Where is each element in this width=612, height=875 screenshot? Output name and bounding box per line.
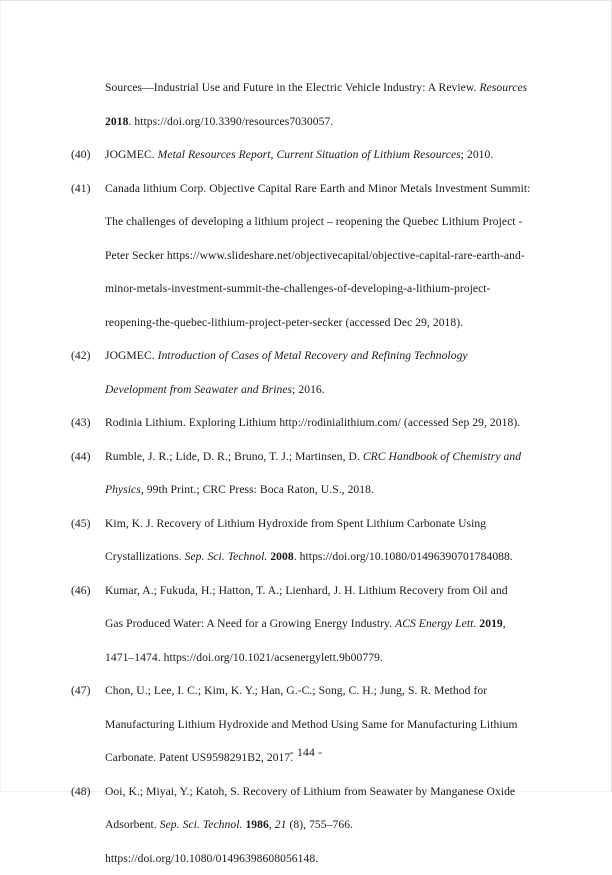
reference-entry: [71, 440, 545, 507]
plain-text: 1471–1474. https://doi.org/10.1021/acsenergylett.9b00779.: [105, 651, 383, 664]
reference-line: [105, 406, 545, 440]
plain-text: . https://doi.org/10.1080/01496390701784088.: [294, 550, 513, 563]
italic-text: Sep. Sci. Technol.: [160, 818, 243, 831]
plain-text: ; 2016.: [292, 383, 325, 396]
reference-entry: [71, 172, 545, 340]
bold-text: 2018: [105, 115, 128, 128]
italic-text: Introduction of Cases of Metal Recovery and Refining Technology: [158, 349, 468, 362]
plain-text: ,: [503, 617, 506, 630]
reference-line: [105, 775, 545, 809]
plain-text: Kumar, A.; Fukuda, H.; Hatton, T. A.; Lienhard, J. H. Lithium Recovery from Oil and: [105, 584, 508, 597]
italic-text: Development from Seawater and Brines: [105, 383, 292, 396]
plain-text: reopening-the-quebec-lithium-project-peter-secker (accessed Dec 29, 2018).: [105, 316, 463, 329]
italic-text: Resources: [479, 81, 527, 94]
plain-text: Crystallizations.: [105, 550, 185, 563]
reference-entry: [71, 674, 545, 775]
plain-text: (8), 755–766.: [287, 818, 354, 831]
reference-line: [105, 808, 545, 842]
reference-line: [105, 674, 545, 708]
reference-line: [105, 507, 545, 541]
italic-text: ACS Energy Lett.: [395, 617, 476, 630]
plain-text: The challenges of developing a lithium project – reopening the Quebec Lithium Project -: [105, 215, 522, 228]
bold-text: 1986: [245, 818, 268, 831]
plain-text: Canada lithium Corp. Objective Capital Rare Earth and Minor Metals Investment Summit:: [105, 182, 530, 195]
reference-line: [105, 842, 545, 875]
reference-line: [105, 272, 545, 306]
reference-entry: [71, 406, 545, 440]
reference-line: [105, 239, 545, 273]
reference-line: [105, 708, 545, 742]
reference-line: [105, 172, 545, 206]
plain-text: , 99th Print.; CRC Press: Boca Raton, U.S., 2018.: [141, 483, 374, 496]
italic-text: 21: [275, 818, 287, 831]
reference-number: (46): [71, 574, 103, 608]
reference-line: [105, 607, 545, 641]
plain-text: JOGMEC.: [105, 349, 158, 362]
plain-text: Adsorbent.: [105, 818, 160, 831]
italic-text: CRC Handbook of Chemistry and: [363, 450, 521, 463]
italic-text: Physics: [105, 483, 141, 496]
plain-text: https://doi.org/10.1080/01496398608056148.: [105, 852, 318, 865]
reference-entry: [71, 339, 545, 406]
bold-text: 2008: [270, 550, 293, 563]
italic-text: Metal Resources Report, Current Situation of Lithium Resources: [158, 148, 461, 161]
reference-entry: [71, 507, 545, 574]
bold-text: 2019: [479, 617, 502, 630]
italic-text: Sep. Sci. Technol.: [185, 550, 268, 563]
reference-line: [105, 440, 545, 474]
reference-entries: [71, 138, 545, 875]
reference-entry: [71, 574, 545, 675]
plain-text: Carbonate. Patent US9598291B2, 2017.: [105, 751, 293, 764]
plain-text: . https://doi.org/10.3390/resources7030057.: [128, 115, 333, 128]
reference-line: [105, 138, 545, 172]
reference-line: [105, 373, 545, 407]
reference-line: [105, 205, 545, 239]
page-number: - 144 -: [1, 746, 611, 759]
reference-entry: [71, 775, 545, 875]
reference-number: (40): [71, 138, 103, 172]
reference-number: (48): [71, 775, 103, 809]
plain-text: Rumble, J. R.; Lide, D. R.; Bruno, T. J.; Martinsen, D.: [105, 450, 363, 463]
plain-text: Chon, U.; Lee, I. C.; Kim, K. Y.; Han, G.-C.; Song, C. H.; Jung, S. R. Method for: [105, 684, 487, 697]
plain-text: ; 2010.: [461, 148, 494, 161]
reference-number: (41): [71, 172, 103, 206]
plain-text: ,: [269, 818, 275, 831]
reference-line: [105, 574, 545, 608]
reference-line: [105, 306, 545, 340]
reference-number: (44): [71, 440, 103, 474]
plain-text: Gas Produced Water: A Need for a Growing Energy Industry.: [105, 617, 395, 630]
plain-text: Ooi, K.; Miyai, Y.; Katoh, S. Recovery of Lithium from Seawater by Manganese Oxide: [105, 785, 515, 798]
reference-line: [105, 105, 545, 139]
reference-number: (47): [71, 674, 103, 708]
plain-text: minor-metals-investment-summit-the-challenges-of-developing-a-lithium-project-: [105, 282, 490, 295]
reference-number: (45): [71, 507, 103, 541]
reference-continuation-block: [105, 71, 545, 138]
plain-text: Kim, K. J. Recovery of Lithium Hydroxide from Spent Lithium Carbonate Using: [105, 517, 486, 530]
reference-line: [105, 641, 545, 675]
plain-text: JOGMEC.: [105, 148, 158, 161]
plain-text: Sources—Industrial Use and Future in the Electric Vehicle Industry: A Review.: [105, 81, 479, 94]
plain-text: Peter Secker https://www.slideshare.net/objectivecapital/objective-capital-rare-earth-and-: [105, 249, 525, 262]
reference-entry: [71, 138, 545, 172]
reference-number: (43): [71, 406, 103, 440]
reference-line: [105, 540, 545, 574]
plain-text: Manufacturing Lithium Hydroxide and Method Using Same for Manufacturing Lithium: [105, 718, 518, 731]
reference-number: (42): [71, 339, 103, 373]
reference-line: [105, 473, 545, 507]
reference-line: [105, 71, 545, 105]
plain-text: Rodinia Lithium. Exploring Lithium http://rodinialithium.com/ (accessed Sep 29, 2018).: [105, 416, 520, 429]
reference-line: [105, 339, 545, 373]
